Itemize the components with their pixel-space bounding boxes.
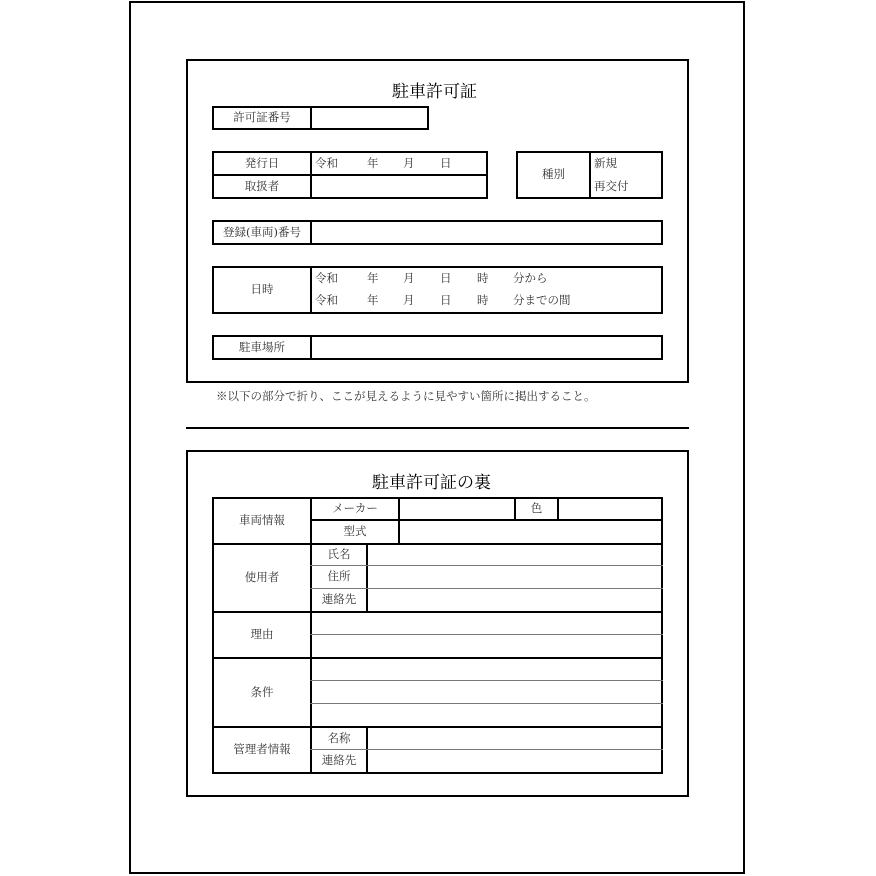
parking-location-label: 駐車場所 — [239, 339, 285, 354]
fold-line — [186, 427, 689, 429]
plate-number-label: 登録(車両)番号 — [223, 224, 301, 239]
issue-date-field[interactable] — [312, 153, 486, 174]
manager-contact-label: 連絡先 — [321, 753, 357, 768]
conditions-field-line-3[interactable] — [312, 704, 661, 726]
from-era: 令和 — [315, 271, 338, 286]
model-label: 型式 — [343, 524, 367, 539]
manager-name-label: 名称 — [327, 730, 351, 745]
color-label: 色 — [530, 501, 543, 516]
manager-contact-field[interactable] — [368, 750, 661, 772]
vehicle-info-label: 車両情報 — [239, 513, 285, 528]
user-address-field[interactable] — [368, 566, 661, 588]
color-field[interactable] — [559, 499, 661, 519]
permit-number-field[interactable] — [310, 106, 429, 130]
issue-date-month: 月 — [403, 155, 415, 170]
front-title: 駐車許可証 — [392, 82, 477, 102]
from-min: 分から — [513, 271, 548, 286]
from-month: 月 — [403, 271, 415, 286]
user-contact-label: 連絡先 — [321, 592, 357, 607]
conditions-field-line-2[interactable] — [312, 681, 661, 703]
maker-field[interactable] — [400, 499, 514, 519]
parking-location-field[interactable] — [312, 337, 661, 358]
reason-field-line-1[interactable] — [312, 613, 661, 634]
issue-date-label: 発行日 — [244, 155, 280, 170]
user-address-label: 住所 — [327, 569, 351, 584]
to-hour: 時 — [477, 293, 489, 308]
user-name-label: 氏名 — [327, 547, 351, 562]
plate-number-field[interactable] — [312, 222, 661, 243]
manager-info-label: 管理者情報 — [233, 742, 291, 757]
user-label: 使用者 — [244, 570, 280, 585]
reason-field-line-2[interactable] — [312, 635, 661, 657]
maker-label: メーカー — [332, 501, 378, 516]
to-min: 分までの間 — [513, 293, 571, 308]
to-day: 日 — [440, 293, 452, 308]
conditions-field-line-1[interactable] — [312, 659, 661, 680]
to-year: 年 — [367, 293, 379, 308]
permit-number-label: 許可証番号 — [212, 106, 312, 130]
type-label: 種別 — [542, 167, 565, 182]
to-era: 令和 — [315, 293, 338, 308]
fold-instruction-note: ※以下の部分で折り、ここが見えるように見やすい箇所に掲出すること。 — [216, 389, 596, 403]
type-option-reissue[interactable]: 再交付 — [594, 178, 629, 193]
user-name-field[interactable] — [368, 545, 661, 565]
manager-name-field[interactable] — [368, 728, 661, 749]
from-day: 日 — [440, 271, 452, 286]
handler-field[interactable] — [312, 176, 486, 197]
issue-date-day: 日 — [440, 155, 452, 170]
handler-label: 取扱者 — [244, 178, 280, 193]
from-year: 年 — [367, 271, 379, 286]
reason-label: 理由 — [250, 627, 274, 642]
datetime-label: 日時 — [250, 282, 274, 297]
issue-date-era: 令和 — [315, 155, 338, 170]
to-month: 月 — [403, 293, 415, 308]
model-field[interactable] — [400, 521, 661, 543]
datetime-to-row[interactable] — [312, 290, 661, 312]
back-title: 駐車許可証の裏 — [372, 473, 491, 493]
user-contact-field[interactable] — [368, 589, 661, 611]
type-option-new[interactable]: 新規 — [594, 155, 617, 170]
datetime-from-row[interactable] — [312, 268, 661, 290]
conditions-label: 条件 — [250, 684, 274, 699]
from-hour: 時 — [477, 271, 489, 286]
issue-date-year: 年 — [367, 155, 379, 170]
